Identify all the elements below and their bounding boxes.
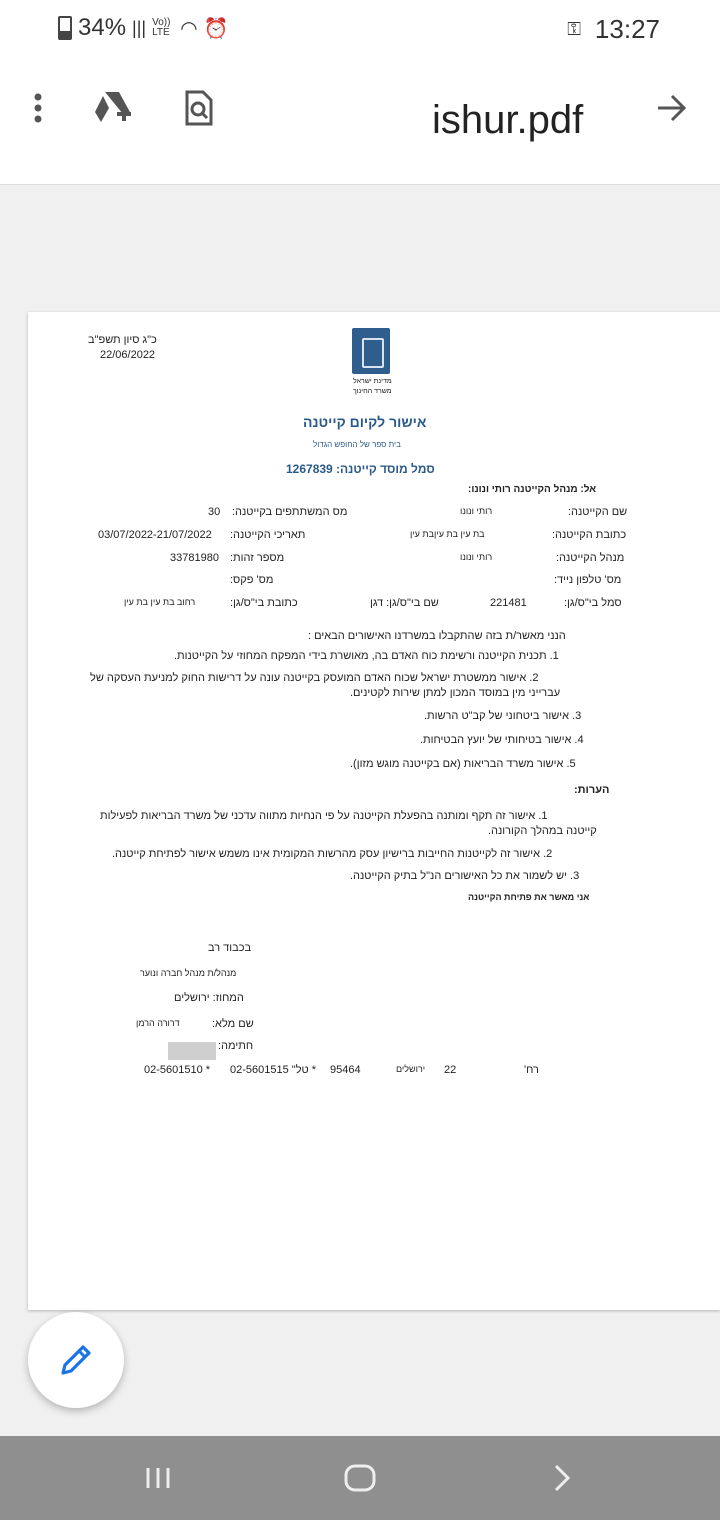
wifi-icon: ◠ (180, 17, 198, 40)
note-1-line-2: קייטנה במהלך הקורונה. (488, 825, 597, 837)
approval-item-2-line-1: 2. אישור ממשטרת ישראל שכוח האדם המועסק בקייטנה עונה על דרישות החוק למניעת העסקה של (90, 672, 539, 684)
camp-address-value: בת עין בת עיןבת עין (410, 529, 485, 539)
note-3: 3. יש לשמור את כל האישורים הנ"ל בתיק הקייטנה. (350, 870, 580, 882)
navigation-bar (0, 1436, 720, 1520)
ministry-line-1: מדינת ישראל (353, 378, 392, 385)
status-left (58, 14, 228, 42)
more-options-icon[interactable] (14, 84, 62, 132)
state-emblem-icon (352, 328, 390, 374)
manager-label: מנהל הקייטנה: (556, 552, 625, 564)
search-in-file-icon[interactable] (174, 84, 222, 132)
add-to-drive-icon[interactable] (90, 84, 138, 132)
file-title: ishur.pdf (432, 98, 584, 142)
home-icon[interactable] (336, 1454, 384, 1502)
school-code-value: 221481 (490, 597, 527, 609)
school-address-value: רחוב בת עין בת עין (124, 597, 196, 607)
battery-icon (58, 16, 72, 40)
camp-name-value: רותי ונונו (460, 506, 493, 516)
app-bar (0, 56, 720, 185)
footer-zip: 95464 (330, 1064, 361, 1076)
signer-role: מנהל/ת מנהל חברה ונוער (140, 968, 237, 978)
signature-image (168, 1042, 216, 1060)
signal-icon: ||| (132, 17, 147, 38)
fax-label: מס' פקס: (230, 574, 274, 586)
recent-apps-icon[interactable] (134, 1454, 182, 1502)
battery-percent: 34% (78, 14, 127, 41)
hebrew-date: כ"ג סיון תשפ"ב (88, 334, 157, 346)
pdf-page[interactable] (28, 312, 720, 1310)
gregorian-date: 22/06/2022 (100, 349, 156, 361)
mobile-phone-label: מס' טלפון נייד: (554, 574, 622, 586)
id-number-value: 33781980 (170, 552, 219, 564)
footer-street: רח' (524, 1064, 539, 1076)
camp-name-label: שם הקייטנה: (568, 506, 628, 518)
note-1-line-1: 1. אישור זה תקף ומותנה בהפעלת הקייטנה על פי הנחיות מתווה עדכני של משרד הבריאות לפעילות (100, 810, 548, 822)
camp-address-label: כתובת הקייטנה: (552, 529, 627, 541)
manager-value: רותי ונונו (460, 552, 493, 562)
participants-label: מס המשתתפים בקייטנה: (232, 506, 348, 518)
regards: בכבוד רב (208, 942, 252, 954)
document-title: אישור לקיום קייטנה (303, 414, 427, 430)
camp-dates-value: 03/07/2022-21/07/2022 (98, 529, 212, 541)
key-icon: ⚿ (567, 19, 581, 39)
signature-label: חתימה: (218, 1040, 254, 1052)
status-right (567, 14, 660, 45)
approval-item-1: 1. תכנית הקייטנה ורשימת כוח האדם בה, מאושרת בידי המפקח המחוזי על הקייטנות. (174, 650, 559, 662)
footer-phone: 02-5601515 "טל * (230, 1064, 317, 1076)
pencil-icon (59, 1343, 93, 1377)
clock: 13:27 (594, 14, 660, 44)
back-icon[interactable] (538, 1454, 586, 1502)
footer-city: ירושלים (396, 1064, 426, 1074)
status-bar (0, 0, 720, 56)
footer-fax: 02-5601510 * (144, 1064, 211, 1076)
school-code-label: סמל בי"ס/גן: (564, 597, 622, 609)
arrow-forward-icon[interactable] (648, 84, 696, 132)
school-address-label: כתובת בי"ס/גן: (230, 597, 298, 609)
id-number-label: מספר זהות: (230, 552, 285, 564)
district: המחוז: ירושלים (174, 992, 244, 1004)
alarm-icon: ⏰ (203, 17, 229, 40)
full-name-label: שם מלא: (212, 1018, 254, 1030)
approval-item-4: 4. אישור בטיחותי של יועץ הבטיחות. (420, 734, 584, 746)
approval-item-5: 5. אישור משרד הבריאות (אם בקייטנה מוגש מזון). (350, 758, 576, 770)
approval-item-2-line-2: עברייני מין במוסד המכון למתן שירות לקטינים. (350, 687, 561, 699)
edit-button[interactable] (28, 1312, 124, 1408)
document-subtitle: בית ספר של החופש הגדול (313, 440, 401, 449)
participants-value: 30 (208, 506, 221, 518)
notes-title: הערות: (574, 784, 610, 796)
full-name-value: דרורה הרמן (136, 1018, 180, 1028)
approvals-intro: הנני מאשר/ת בזה שהתקבלו במשרדנו האישורים הבאים : (308, 630, 566, 642)
camp-dates-label: תאריכי הקייטנה: (230, 529, 306, 541)
school-name: שם בי"ס/גן: דגן (370, 597, 439, 609)
camp-code: סמל מוסד קייטנה: 1267839 (286, 462, 435, 476)
approval-statement: אני מאשר את פתיחת הקייטנה (468, 892, 590, 902)
ministry-line-2: משרד החינוך (353, 388, 392, 395)
approval-item-3: 3. אישור ביטחוני של קב"ט הרשות. (424, 710, 582, 722)
volte-label: Vo)) LTE (152, 17, 171, 38)
footer-house-number: 22 (444, 1064, 457, 1076)
note-2: 2. אישור זה לקייטנות החייבות ברישיון עסק מהרשות המקומית אינו משמש אישור לפתיחת קייטנה. (112, 848, 553, 860)
addressee: אל: מנהל הקייטנה רותי ונונו: (468, 484, 597, 495)
